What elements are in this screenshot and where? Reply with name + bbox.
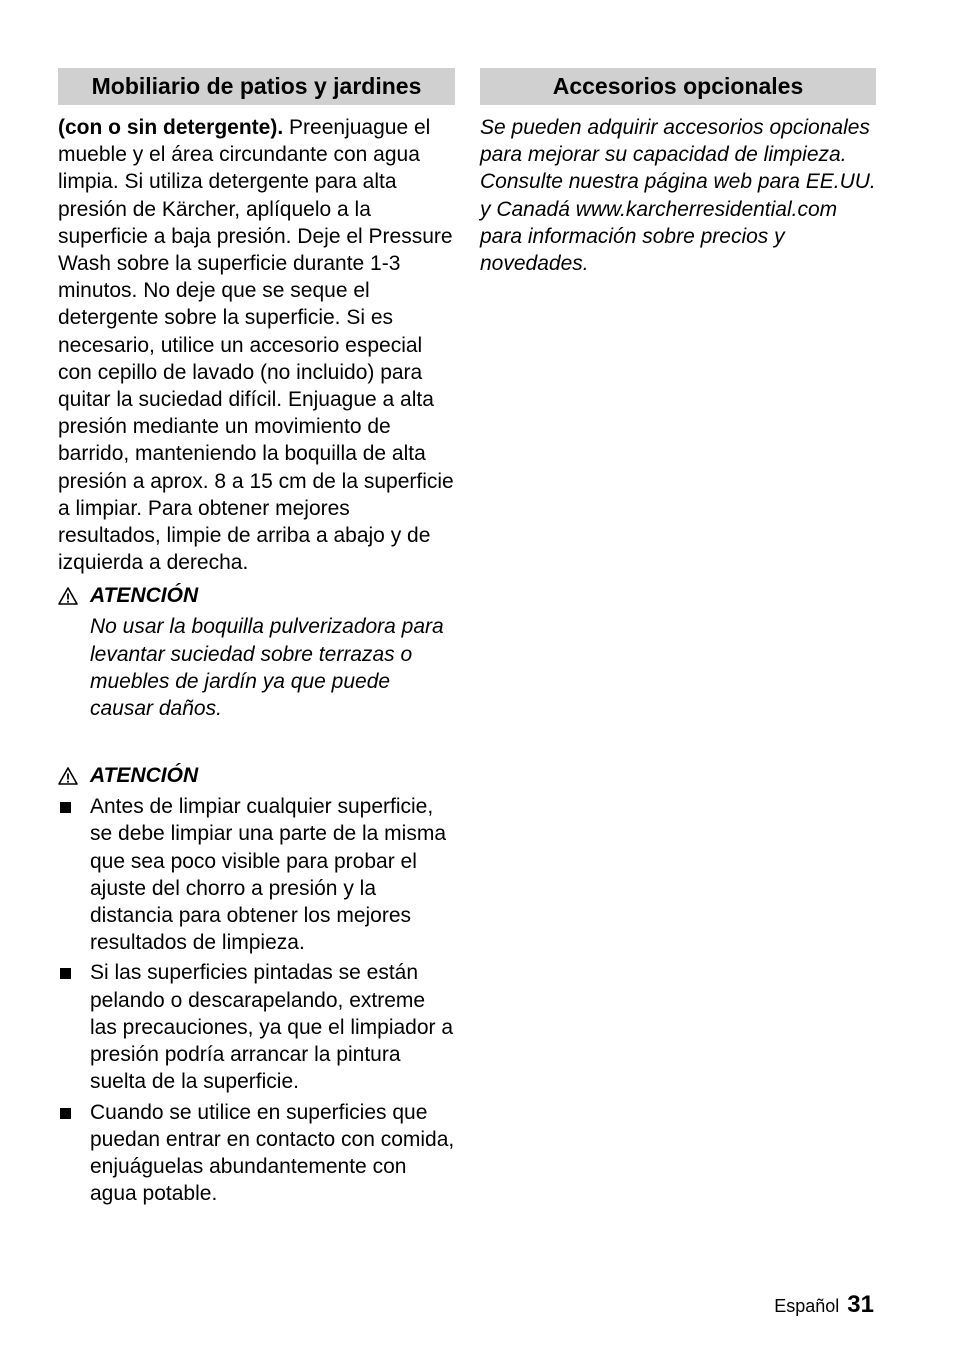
warning-heading-1 xyxy=(58,582,455,609)
section-heading-optional-accessories: Accesorios opcionales xyxy=(480,68,876,105)
bullet-square-icon xyxy=(60,802,71,813)
warning-label-1: ATENCIÓN xyxy=(90,584,199,608)
bullet-text: Cuando se utilice en superficies que puedan entrar en contacto con comida, enjuáguelas abundantemente con agua potable. xyxy=(90,1100,455,1206)
intro-bold: (con o sin detergente). xyxy=(58,116,284,139)
list-item xyxy=(58,793,455,956)
bullet-square-icon xyxy=(60,968,71,979)
bullet-text: Antes de limpiar cualquier superficie, se debe limpiar una parte de la misma que sea poco visible para probar el ajuste del chorro a presión y la distancia para obtener los mejores resultados de limpieza. xyxy=(90,795,447,955)
page-number: 31 xyxy=(847,1291,874,1318)
accessories-paragraph: Se pueden adquirir accesorios opcionales para mejorar su capacidad de limpieza. Consulte nuestra página web para EE.UU. y Canadá www.karcherresidential.com para información sobre precios y novedades. xyxy=(480,116,876,276)
intro-text: Preenjuague el mueble y el área circundante con agua limpia. Si utiliza detergente para alta presión de Kärcher, aplíquelo a la superficie a baja presión. Deje el Pressure Wash sobre la superficie durante 1-3 minutos. No deje que se seque el detergente sobre la superficie. Si es necesario, utilice un accesorio especial con cepillo de lavado (no incluido) para quitar la suciedad difícil. Enjuague a alta presión mediante un movimiento de barrido, manteniendo la boquilla de alta presión a aprox. 8 a 15 cm de la superficie a limpiar. Para obtener mejores resultados, limpie de arriba a abajo y de izquierda a derecha. xyxy=(58,116,454,575)
intro-paragraph xyxy=(58,114,455,576)
right-column xyxy=(480,68,876,277)
bullet-text: Si las superficies pintadas se están pelando o descarapelando, extreme las precauciones, ya que el limpiador a presión podría arrancar la pintura suelta de la superficie. xyxy=(90,961,454,1094)
list-item xyxy=(58,1099,455,1208)
warning-triangle-icon xyxy=(58,766,78,786)
section-heading-patio-furniture: Mobiliario de patios y jardines xyxy=(58,68,455,105)
list-item xyxy=(58,959,455,1095)
warning-triangle-icon xyxy=(58,586,78,606)
warning-bullet-list xyxy=(58,793,455,1207)
warning-heading-2 xyxy=(58,762,455,789)
footer-language: Español xyxy=(774,1296,840,1316)
warning-label-2: ATENCIÓN xyxy=(90,764,199,788)
bullet-square-icon xyxy=(60,1108,71,1119)
warning-text-1: No usar la boquilla pulverizadora para levantar suciedad sobre terrazas o muebles de jardín ya que puede causar daños. xyxy=(90,615,444,721)
page-footer xyxy=(774,1291,874,1319)
left-column xyxy=(58,68,455,1210)
